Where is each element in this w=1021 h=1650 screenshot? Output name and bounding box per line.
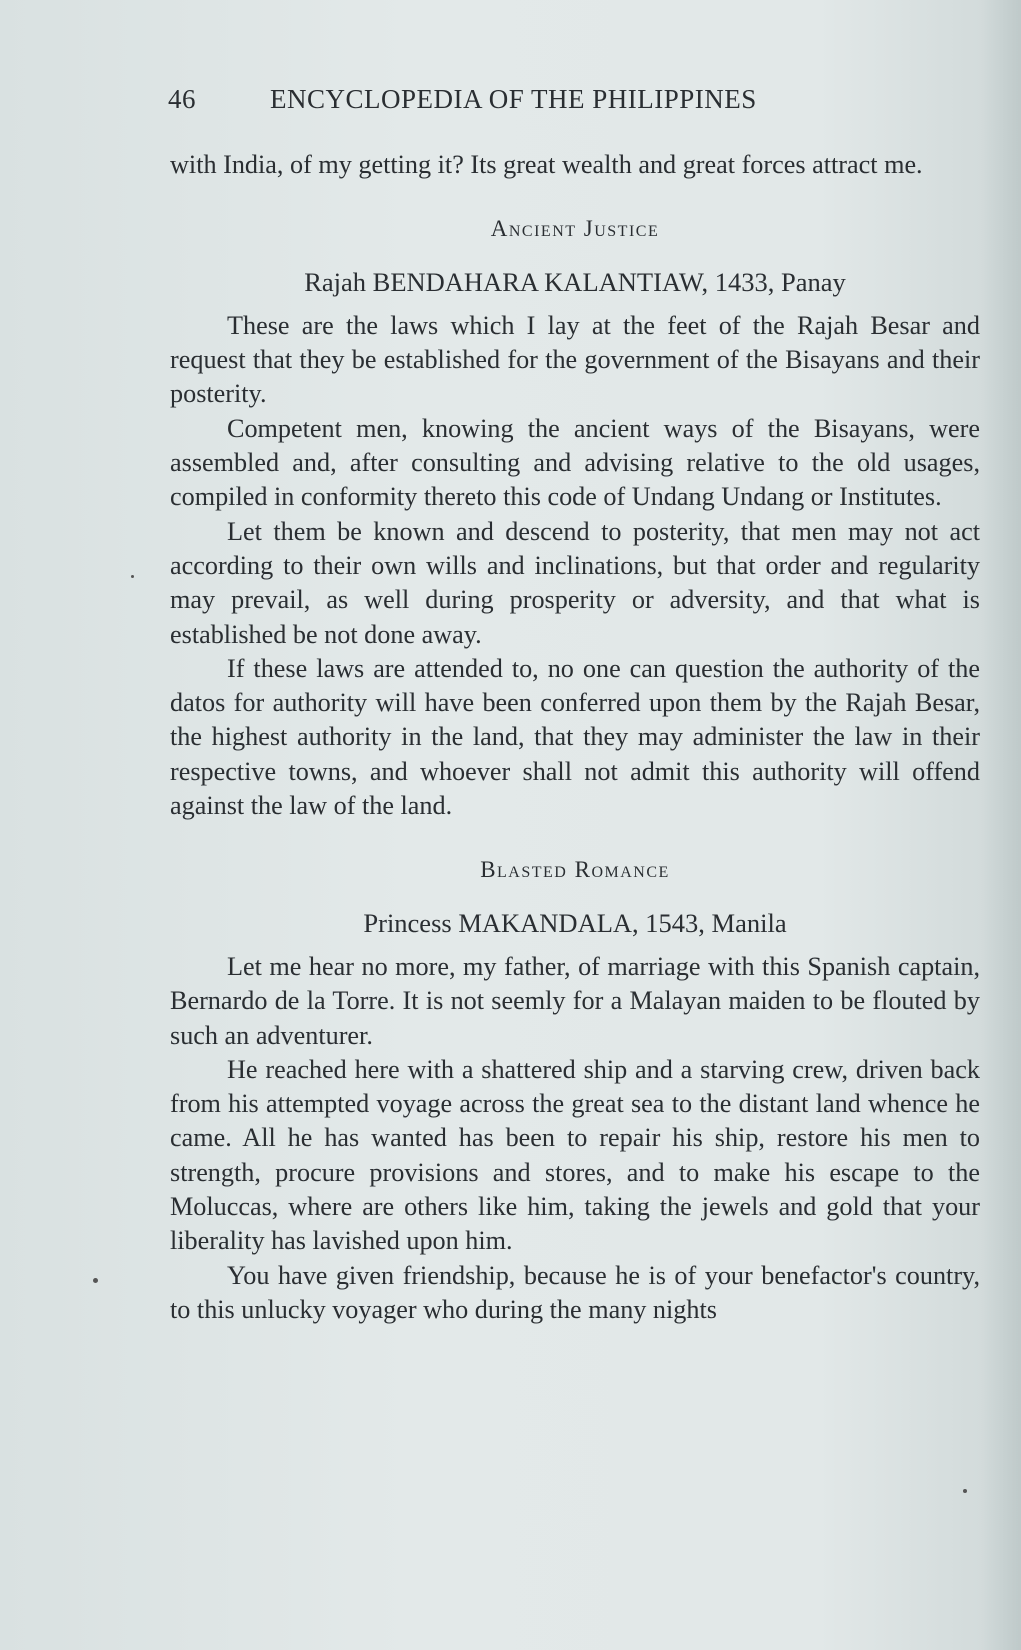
page-body — [170, 148, 980, 1327]
page-number: 46 — [168, 84, 196, 114]
section-byline-kalantiaw: Rajah BENDAHARA KALANTIAW, 1433, Panay — [304, 266, 846, 297]
paragraph: You have given friendship, because he is of your benefactor's country, to this unlucky voyager who during the many nights — [170, 1260, 980, 1324]
paragraph: He reached here with a shattered ship and a starving crew, driven back from his attempted voyage across the great sea to the distant land whence he came. All he has wanted has been to repair his ship, restore his men to strength, procure provisions and stores, and to make his escape to the Moluccas, where are others like him, taking the jewels and gold that your liberality has lavished upon him. — [170, 1054, 980, 1256]
paragraph: Let them be known and descend to posterity, that men may not act according to their own wills and inclinations, but that order and regularity may prevail, as well during prosperity or adversity, and that what is established be not done away. — [170, 516, 980, 649]
paragraph: Let me hear no more, my father, of marriage with this Spanish captain, Bernardo de la Torre. It is not seemly for a Malayan maiden to be flouted by such an adventurer. — [170, 951, 980, 1050]
section-title-ancient-justice: Ancient Justice — [490, 216, 660, 242]
continuation-paragraph: with India, of my getting it? Its great wealth and great forces attract me. — [170, 150, 923, 179]
paragraph: These are the laws which I lay at the feet of the Rajah Besar and request that they be established for the government of the Bisayans and their posterity. — [170, 310, 980, 409]
paper-speck — [131, 575, 134, 578]
paragraph: Competent men, knowing the ancient ways of the Bisayans, were assembled and, after consulting and advising relative to the old usages, compiled in conformity thereto this code of Undang Undang or Institutes. — [170, 413, 980, 512]
page-edge-shadow — [981, 0, 1021, 1650]
paper-speck — [93, 1278, 98, 1283]
paragraph: If these laws are attended to, no one can question the authority of the datos for authority will have been conferred upon them by the Rajah Besar, the highest authority in the land, that they may administer the law in their respective towns, and whoever shall not admit this authority will offend against the law of the land. — [170, 653, 980, 821]
page-header — [168, 84, 958, 124]
section-byline-makandala: Princess MAKANDALA, 1543, Manila — [363, 907, 787, 938]
section-title-blasted-romance: Blasted Romance — [480, 857, 670, 883]
paper-speck — [963, 1489, 967, 1493]
running-title: ENCYCLOPEDIA OF THE PHILIPPINES — [270, 84, 757, 114]
